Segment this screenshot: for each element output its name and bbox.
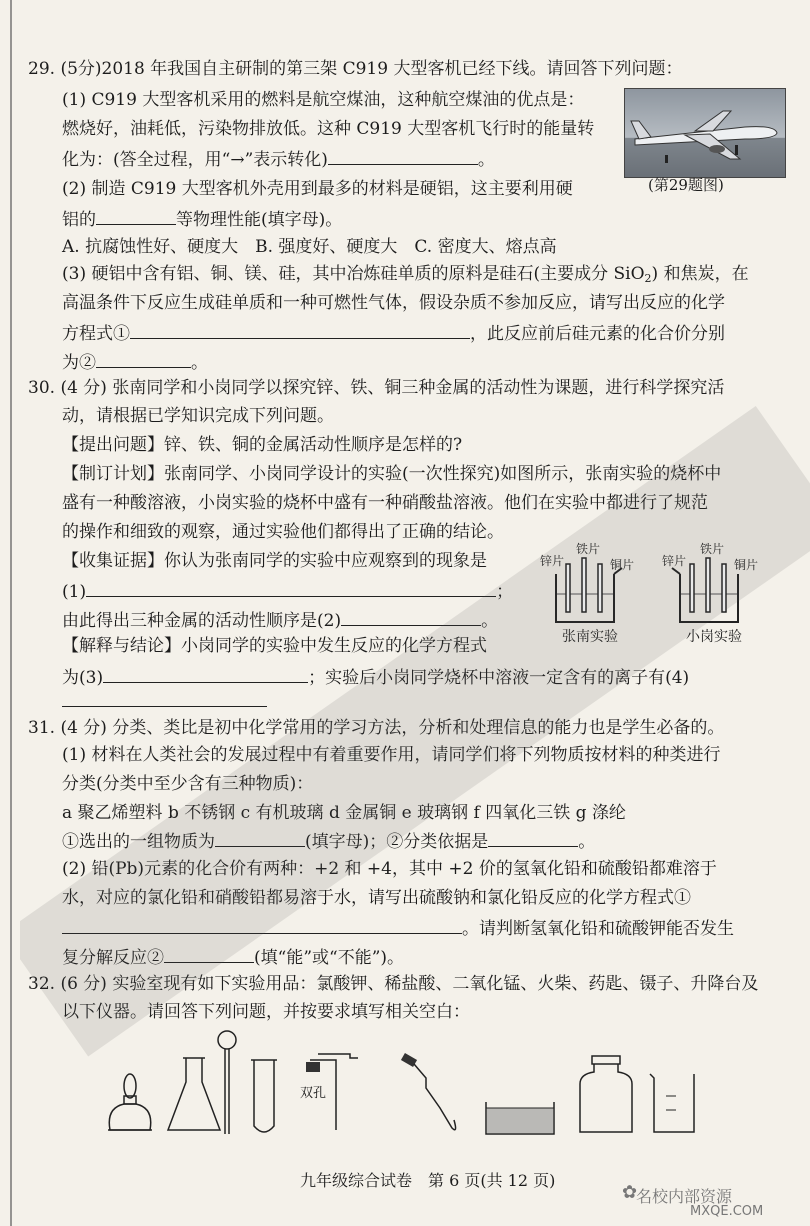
delivery-tube-icon (396, 1030, 466, 1145)
answer-blank[interactable] (341, 607, 481, 626)
copper-label: 铜片 (734, 558, 759, 572)
q30-text: 由此得出三种金属的活动性顺序是(2) (62, 611, 342, 631)
q29-line (62, 206, 342, 232)
q29-text: ) 和焦炭，在 (651, 264, 749, 284)
q30-line (62, 607, 498, 633)
figure-label-xiaogang: 小岗实验 (686, 629, 742, 645)
test-tube-icon (250, 1030, 278, 1145)
q31-line (62, 944, 404, 970)
q31-text: 。 (578, 832, 596, 852)
q29-line: (1) C919 大型客机采用的燃料是航空煤油，这种航空煤油的优点是： (62, 90, 585, 110)
zinc-label: 锌片 (540, 554, 565, 568)
q29-text: (3) 硬铝中含有铝、铜、镁、硅，其中冶炼硅单质的原料是硅石(主要成分 SiO (62, 264, 645, 284)
q31-text: 复分解反应② (62, 948, 164, 968)
q30-text: ； (496, 582, 514, 602)
q30-line: 【提出问题】锌、铁、铜的金属活动性顺序是怎样的? (62, 435, 463, 455)
q29-text: 化为：(答全过程，用“→”表示转化) (62, 150, 328, 170)
page-edge (10, 0, 12, 1226)
answer-blank[interactable] (488, 828, 578, 847)
zinc-label: 锌片 (662, 554, 687, 568)
q31-text: 。请判断氢氧化铅和硫酸钾能否发生 (462, 919, 734, 939)
q29-options: A. 抗腐蚀性好、硬度大 B. 强度好、硬度大 C. 密度大、熔点高 (62, 237, 557, 257)
gas-jar-icon (574, 1030, 638, 1145)
q29-line: (2) 制造 C919 大型客机外壳用到最多的材料是硬铝，这主要利用硬 (62, 179, 573, 199)
answer-blank[interactable] (62, 915, 462, 934)
iron-label: 铁片 (700, 542, 725, 556)
q29-line: 高温条件下反应生成硅单质和一种可燃性气体，假设杂质不参加反应，请写出反应的化学 (62, 293, 725, 313)
q31-line: (2) 铅(Pb)元素的化合价有两种：+2 和 +4，其中 +2 价的氢氧化铅和硫酸铅都难溶于 (62, 859, 717, 879)
q30-line: 【解释与结论】小岗同学的实验中发生反应的化学方程式 (62, 636, 487, 656)
q29-text: 方程式① (62, 324, 130, 344)
q29-line (62, 349, 208, 375)
answer-blank[interactable] (130, 320, 470, 339)
answer-blank[interactable] (328, 146, 478, 165)
q30-line: 【收集证据】你认为张南同学的实验中应观察到的现象是 (62, 551, 487, 571)
q29-text: 。 (191, 353, 208, 373)
water-trough-icon (482, 1030, 558, 1145)
q32-line: 以下仪器。请回答下列问题，并按要求填写相关空白： (62, 1002, 470, 1022)
q31-line: 水，对应的氯化铅和硝酸铅都易溶于水，请写出硫酸钠和氯化铅反应的化学方程式① (62, 888, 691, 908)
answer-blank[interactable] (103, 664, 308, 683)
alcohol-lamp-icon (100, 1030, 160, 1145)
q29-text: ，此反应前后硅元素的化合价分别 (470, 324, 725, 344)
answer-blank[interactable] (62, 688, 267, 707)
q31-text: (填字母)；②分类依据是 (305, 832, 489, 852)
q29-line (62, 146, 495, 172)
q29-line (62, 262, 749, 288)
q29-line: 燃烧好，油耗低，污染物排放低。这种 C919 大型客机飞行时的能量转 (62, 119, 595, 139)
q30-line: 【制订计划】张南同学、小岗同学设计的实验(一次性探究)如图所示，张南实验的烧杯中 (62, 464, 722, 484)
beaker-icon (646, 1030, 702, 1145)
q31-heading: 31. (4 分) 分类、类比是初中化学常用的学习方法，分析和处理信息的能力也是学生必备的。 (28, 718, 725, 738)
q30-text: 。 (481, 611, 499, 631)
airplane-icon (625, 89, 785, 177)
answer-blank[interactable] (215, 828, 305, 847)
answer-blank[interactable] (86, 578, 496, 597)
q30-line: 盛有一种酸溶液，小岗实验的烧杯中盛有一种硝酸盐溶液。他们在实验中都进行了规范 (62, 493, 708, 513)
q29-text: 为② (62, 353, 96, 373)
answer-blank[interactable] (96, 206, 176, 225)
q30-text: (1) (62, 582, 87, 602)
page-footer: 九年级综合试卷 第 6 页(共 12 页) (300, 1171, 556, 1190)
copper-label: 铜片 (610, 558, 635, 572)
airplane-photo (624, 88, 786, 178)
figure-caption: (第29题图) (648, 176, 724, 194)
q32-heading: 32. (6 分) 实验室现有如下实验用品：氯酸钾、稀盐酸、二氧化锰、火柴、药匙、镊子、升降台及 (28, 974, 759, 994)
iron-label: 铁片 (576, 542, 601, 556)
q31-line (62, 828, 595, 854)
q29-text: 等物理性能(填字母)。 (176, 210, 343, 230)
q29-text: 铝的 (62, 210, 96, 230)
q30-line: 的操作和细致的观察，通过实验他们都得出了正确的结论。 (62, 522, 504, 542)
q31-line: a 聚乙烯塑料 b 不锈钢 c 有机玻璃 d 金属铜 e 玻璃钢 f 四氧化三铁 g 涤纶 (62, 803, 626, 823)
q31-text: ①选出的一组物质为 (62, 832, 215, 852)
q31-line (62, 915, 734, 941)
stopper-label: 双孔 (300, 1086, 327, 1101)
subscript: 2 (644, 272, 652, 285)
wechat-icon: ✿ (622, 1182, 638, 1203)
q29-text: 。 (477, 150, 495, 170)
figure-label-zhangnan: 张南实验 (562, 629, 618, 645)
q31-text: (填“能”或“不能”)。 (254, 948, 405, 968)
long-neck-funnel-icon (212, 1030, 242, 1145)
q30-line: 动，请根据已学知识完成下列问题。 (62, 406, 334, 426)
q30-text: ；实验后小岗同学烧杯中溶液一定含有的离子有(4) (308, 668, 690, 688)
q29-heading: 29. (5分)2018 年我国自主研制的第三架 C919 大型客机已经下线。请回答下列问题： (28, 59, 683, 79)
q30-text: 为(3) (62, 668, 104, 688)
q31-line: (1) 材料在人类社会的发展过程中有着重要作用，请同学们将下列物质按材料的种类进行 (62, 745, 721, 765)
q30-line (62, 688, 267, 714)
watermark-url: MXQE.COM (690, 1204, 764, 1219)
watermark-text: 名校内部资源 (636, 1187, 733, 1206)
q30-line (62, 664, 689, 690)
q30-heading: 30. (4 分) 张南同学和小岗同学以探究锌、铁、铜三种金属的活动性为课题，进行科学探究活 (28, 378, 725, 398)
q29-line (62, 320, 725, 346)
answer-blank[interactable] (96, 349, 191, 368)
q31-line: 分类(分类中至少含有三种物质)： (62, 774, 314, 794)
answer-blank[interactable] (164, 944, 254, 963)
q30-line (62, 578, 513, 604)
